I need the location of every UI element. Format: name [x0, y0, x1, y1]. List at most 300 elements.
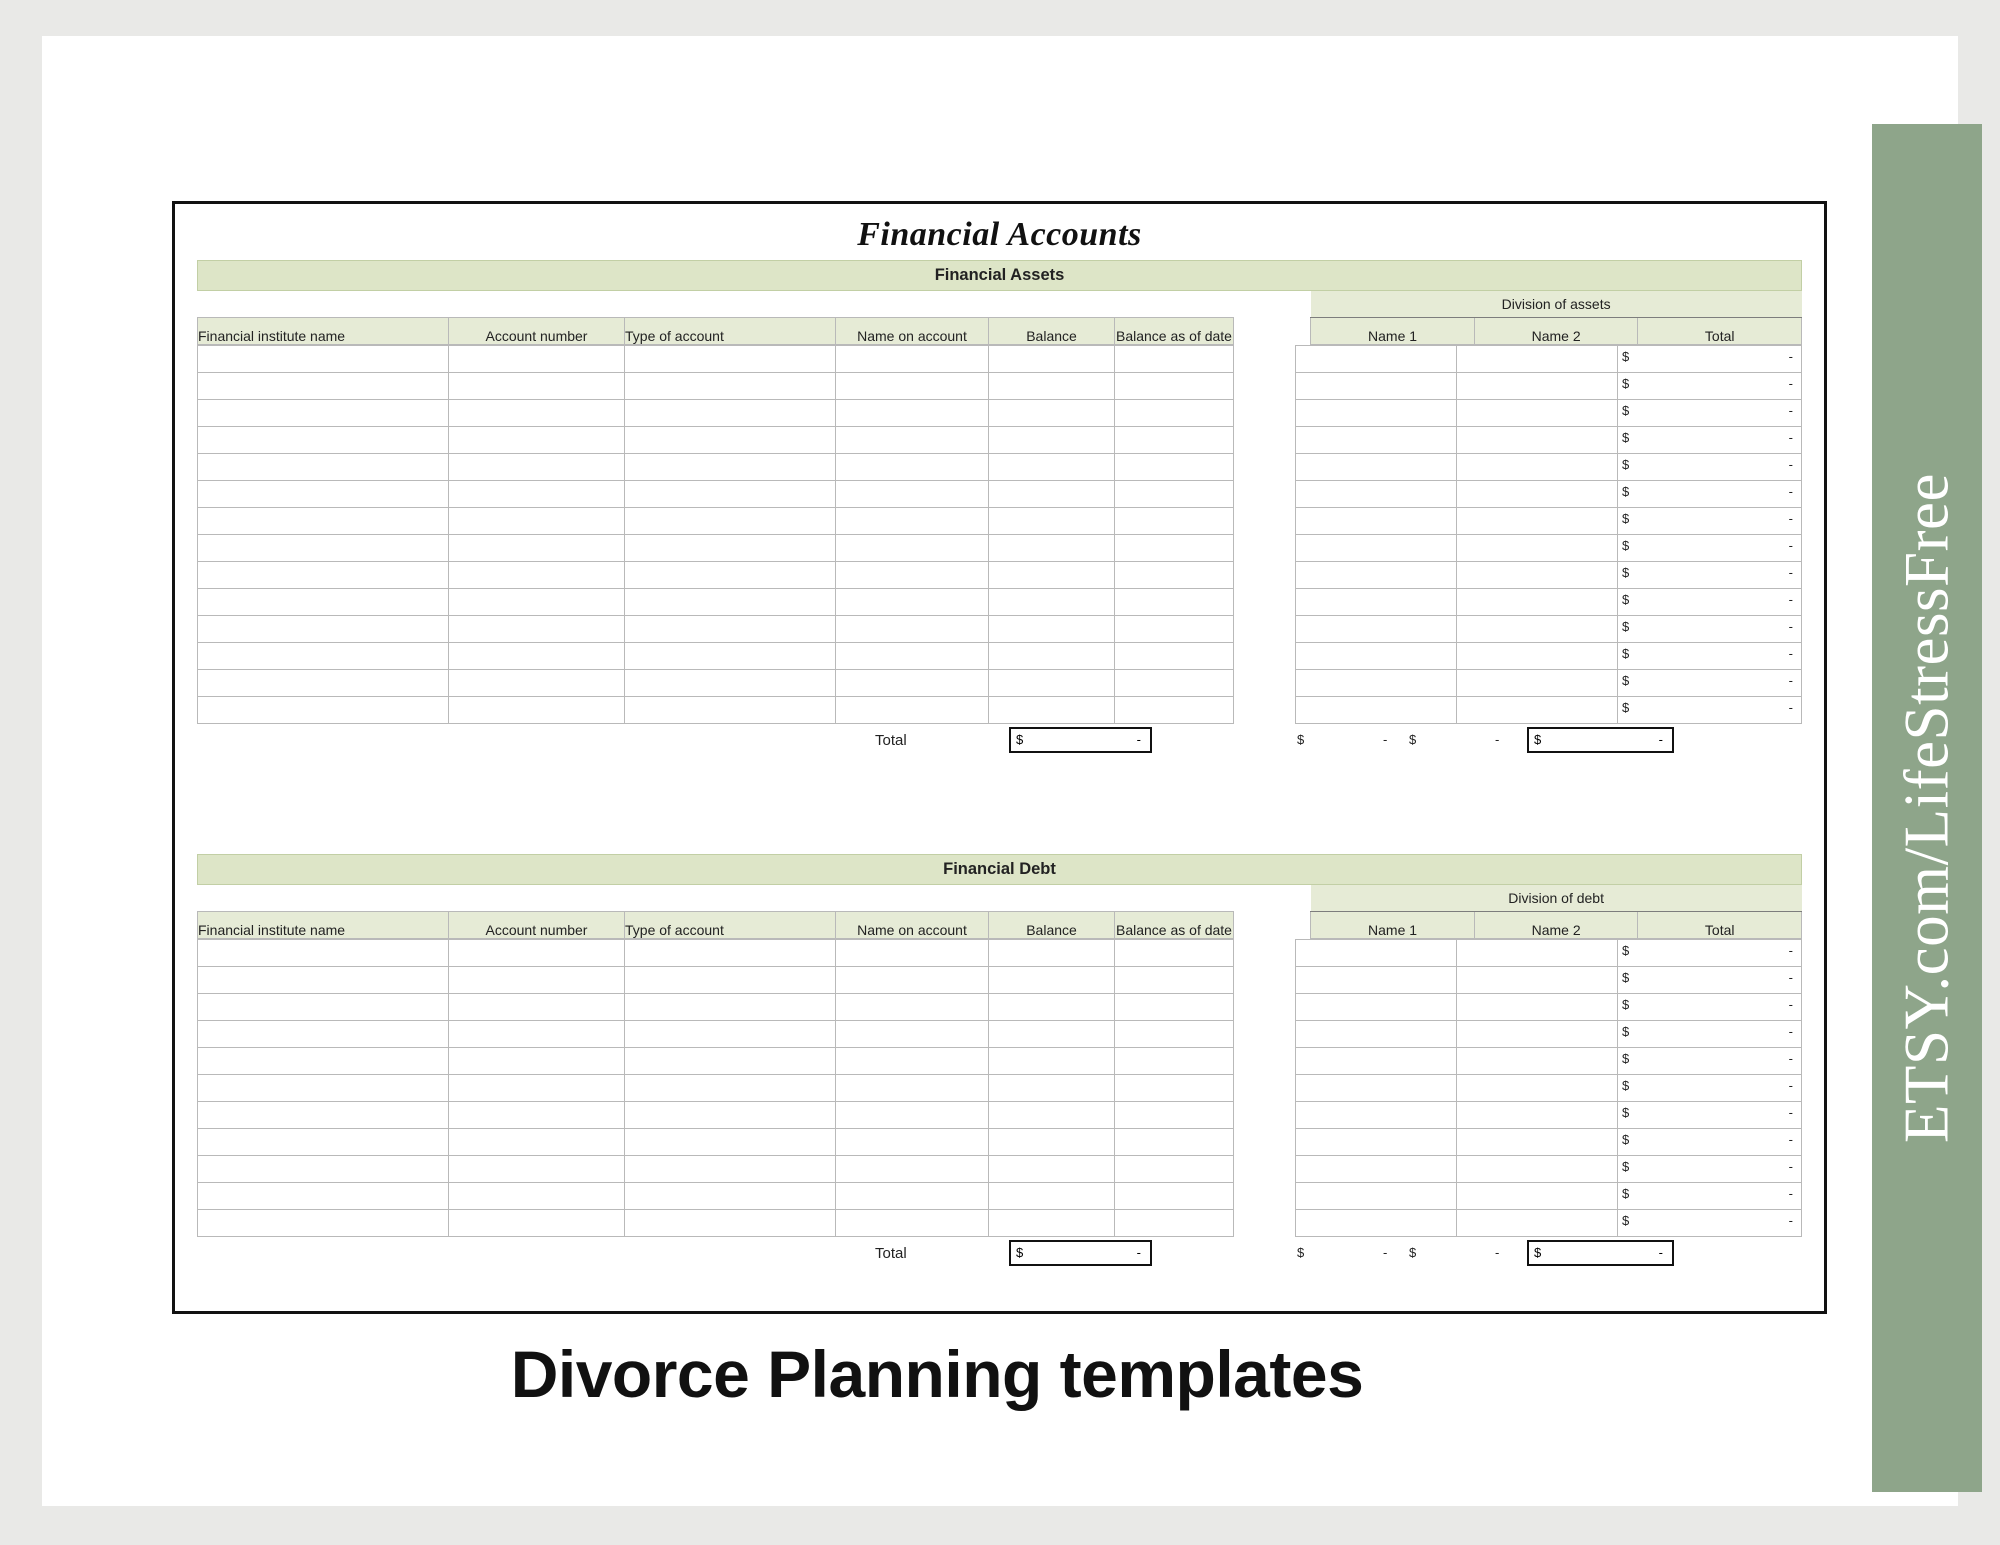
cell[interactable] — [836, 454, 989, 481]
cell-total[interactable] — [1618, 1048, 1802, 1075]
cell[interactable] — [836, 616, 989, 643]
cell[interactable] — [198, 589, 449, 616]
cell[interactable] — [449, 1021, 625, 1048]
cell[interactable] — [198, 562, 449, 589]
table-row[interactable] — [198, 616, 1234, 643]
table-row[interactable] — [198, 697, 1234, 724]
cell[interactable] — [198, 967, 449, 994]
cell[interactable] — [198, 1021, 449, 1048]
cell-total[interactable] — [1618, 508, 1802, 535]
cell-total[interactable] — [1618, 346, 1802, 373]
cell-total[interactable] — [1618, 481, 1802, 508]
cell-name-2[interactable] — [1457, 508, 1618, 535]
cell[interactable] — [625, 400, 836, 427]
zero-mark: - — [1788, 1159, 1793, 1174]
cell[interactable] — [1115, 508, 1234, 535]
cell[interactable] — [989, 643, 1115, 670]
cell[interactable] — [836, 562, 989, 589]
table-row[interactable] — [1296, 940, 1802, 967]
assets-grand-total-symbol: $ — [1534, 732, 1542, 747]
table-row[interactable] — [1296, 508, 1802, 535]
debt-total-balance-box[interactable] — [1009, 1240, 1152, 1266]
cell-total[interactable] — [1618, 1129, 1802, 1156]
cell[interactable] — [836, 400, 989, 427]
cell[interactable] — [625, 427, 836, 454]
cell[interactable] — [449, 1129, 625, 1156]
table-row[interactable] — [198, 589, 1234, 616]
table-row[interactable] — [1296, 616, 1802, 643]
assets-grand-total-box[interactable] — [1527, 727, 1674, 753]
cell[interactable] — [989, 508, 1115, 535]
table-row[interactable] — [1296, 670, 1802, 697]
cell-total[interactable] — [1618, 535, 1802, 562]
cell[interactable] — [1115, 967, 1234, 994]
cell[interactable] — [625, 940, 836, 967]
cell[interactable] — [1115, 481, 1234, 508]
table-row[interactable] — [1296, 400, 1802, 427]
cell-name-2[interactable] — [1457, 346, 1618, 373]
table-row[interactable] — [1296, 346, 1802, 373]
cell[interactable] — [625, 1048, 836, 1075]
assets-right-body-table[interactable] — [1295, 345, 1802, 724]
cell[interactable] — [989, 616, 1115, 643]
cell[interactable] — [1115, 346, 1234, 373]
cell-name-2[interactable] — [1457, 1183, 1618, 1210]
cell[interactable] — [989, 1048, 1115, 1075]
cell[interactable] — [989, 1210, 1115, 1237]
cell-total[interactable] — [1618, 562, 1802, 589]
cell[interactable] — [836, 346, 989, 373]
table-row[interactable] — [1296, 562, 1802, 589]
table-row[interactable] — [198, 508, 1234, 535]
table-row[interactable] — [1296, 427, 1802, 454]
table-row[interactable] — [1296, 643, 1802, 670]
cell-name-2[interactable] — [1457, 994, 1618, 1021]
cell-name-2[interactable] — [1457, 1075, 1618, 1102]
cell-total[interactable] — [1618, 373, 1802, 400]
cell-total[interactable] — [1618, 1075, 1802, 1102]
cell-name-1[interactable] — [1296, 454, 1457, 481]
cell[interactable] — [1115, 427, 1234, 454]
cell[interactable] — [198, 427, 449, 454]
cell[interactable] — [449, 481, 625, 508]
cell-name-2[interactable] — [1457, 967, 1618, 994]
cell-name-1[interactable] — [1296, 1183, 1457, 1210]
cell-name-1[interactable] — [1296, 1048, 1457, 1075]
cell-name-1[interactable] — [1296, 562, 1457, 589]
cell[interactable] — [625, 1129, 836, 1156]
debt-total-name1-value: - — [1383, 1245, 1388, 1260]
cell[interactable] — [198, 346, 449, 373]
header-name-2: Name 2 — [1474, 318, 1638, 345]
cell[interactable] — [1115, 400, 1234, 427]
cell[interactable] — [449, 454, 625, 481]
cell[interactable] — [449, 508, 625, 535]
cell[interactable] — [198, 1075, 449, 1102]
cell[interactable] — [1115, 1129, 1234, 1156]
cell[interactable] — [449, 346, 625, 373]
cell-name-1[interactable] — [1296, 697, 1457, 724]
cell[interactable] — [198, 481, 449, 508]
cell[interactable] — [989, 562, 1115, 589]
cell[interactable] — [989, 670, 1115, 697]
cell[interactable] — [625, 1210, 836, 1237]
table-row[interactable] — [198, 1156, 1234, 1183]
cell-total[interactable] — [1618, 697, 1802, 724]
cell-name-1[interactable] — [1296, 1129, 1457, 1156]
cell[interactable] — [836, 535, 989, 562]
cell-name-1[interactable] — [1296, 373, 1457, 400]
cell-name-2[interactable] — [1457, 454, 1618, 481]
table-row[interactable] — [1296, 1048, 1802, 1075]
table-row[interactable] — [198, 967, 1234, 994]
cell-total[interactable] — [1618, 1102, 1802, 1129]
cell[interactable] — [989, 1075, 1115, 1102]
cell-name-1[interactable] — [1296, 508, 1457, 535]
cell[interactable] — [836, 1156, 989, 1183]
cell[interactable] — [198, 1048, 449, 1075]
cell[interactable] — [449, 427, 625, 454]
cell-total[interactable] — [1618, 427, 1802, 454]
cell[interactable] — [198, 697, 449, 724]
table-row[interactable] — [1296, 481, 1802, 508]
cell[interactable] — [989, 427, 1115, 454]
cell-name-1[interactable] — [1296, 643, 1457, 670]
cell-total[interactable] — [1618, 967, 1802, 994]
cell-name-1[interactable] — [1296, 481, 1457, 508]
table-row[interactable] — [198, 670, 1234, 697]
debt-left-body-table[interactable] — [197, 939, 1234, 1237]
cell[interactable] — [1115, 643, 1234, 670]
table-row[interactable] — [198, 1183, 1234, 1210]
cell-name-2[interactable] — [1457, 1102, 1618, 1129]
cell[interactable] — [198, 1156, 449, 1183]
cell-name-2[interactable] — [1457, 940, 1618, 967]
cell[interactable] — [836, 967, 989, 994]
cell[interactable] — [198, 994, 449, 1021]
cell-name-1[interactable] — [1296, 1102, 1457, 1129]
cell-name-2[interactable] — [1457, 589, 1618, 616]
cell[interactable] — [449, 1048, 625, 1075]
table-row[interactable] — [1296, 1129, 1802, 1156]
table-row[interactable] — [1296, 373, 1802, 400]
cell[interactable] — [449, 1183, 625, 1210]
table-row[interactable] — [198, 1048, 1234, 1075]
cell-name-1[interactable] — [1296, 535, 1457, 562]
cell-name-1[interactable] — [1296, 346, 1457, 373]
cell[interactable] — [1115, 1075, 1234, 1102]
cell[interactable] — [836, 589, 989, 616]
cell[interactable] — [1115, 940, 1234, 967]
cell-name-1[interactable] — [1296, 670, 1457, 697]
table-row[interactable] — [198, 427, 1234, 454]
table-row[interactable] — [198, 373, 1234, 400]
cell[interactable] — [625, 535, 836, 562]
cell-name-2[interactable] — [1457, 562, 1618, 589]
cell[interactable] — [198, 643, 449, 670]
cell[interactable] — [989, 1102, 1115, 1129]
cell[interactable] — [989, 346, 1115, 373]
cell[interactable] — [198, 670, 449, 697]
zero-mark: - — [1788, 592, 1793, 607]
cell[interactable] — [836, 697, 989, 724]
zero-mark: - — [1788, 1132, 1793, 1147]
assets-left-body-table[interactable] — [197, 345, 1234, 724]
cell[interactable] — [198, 508, 449, 535]
table-row[interactable] — [1296, 994, 1802, 1021]
cell[interactable] — [989, 1021, 1115, 1048]
cell[interactable] — [625, 967, 836, 994]
cell-name-2[interactable] — [1457, 535, 1618, 562]
cell-total[interactable] — [1618, 400, 1802, 427]
cell[interactable] — [989, 373, 1115, 400]
cell[interactable] — [836, 1183, 989, 1210]
cell[interactable] — [449, 697, 625, 724]
cell-total[interactable] — [1618, 589, 1802, 616]
cell-total[interactable] — [1618, 1021, 1802, 1048]
cell[interactable] — [625, 1102, 836, 1129]
table-row[interactable] — [198, 940, 1234, 967]
cell-name-2[interactable] — [1457, 1048, 1618, 1075]
cell[interactable] — [449, 400, 625, 427]
cell-total[interactable] — [1618, 994, 1802, 1021]
table-row[interactable] — [1296, 1102, 1802, 1129]
table-row[interactable] — [1296, 1210, 1802, 1237]
currency-symbol: $ — [1622, 457, 1630, 472]
cell[interactable] — [198, 373, 449, 400]
zero-mark: - — [1788, 1186, 1793, 1201]
cell[interactable] — [625, 697, 836, 724]
cell[interactable] — [449, 373, 625, 400]
cell-name-1[interactable] — [1296, 1210, 1457, 1237]
cell[interactable] — [989, 1183, 1115, 1210]
zero-mark: - — [1788, 484, 1793, 499]
cell[interactable] — [836, 1021, 989, 1048]
cell-name-1[interactable] — [1296, 967, 1457, 994]
cell[interactable] — [1115, 1210, 1234, 1237]
cell[interactable] — [625, 346, 836, 373]
cell[interactable] — [836, 508, 989, 535]
table-row[interactable] — [198, 562, 1234, 589]
cell[interactable] — [836, 670, 989, 697]
table-row[interactable] — [1296, 1021, 1802, 1048]
cell-name-1[interactable] — [1296, 400, 1457, 427]
cell[interactable] — [836, 373, 989, 400]
header-balance: Balance — [989, 912, 1115, 939]
cell[interactable] — [1115, 1183, 1234, 1210]
cell[interactable] — [198, 1129, 449, 1156]
cell[interactable] — [625, 1156, 836, 1183]
table-row[interactable] — [198, 1075, 1234, 1102]
cell[interactable] — [449, 616, 625, 643]
table-row[interactable] — [1296, 1183, 1802, 1210]
assets-total-balance-box[interactable] — [1009, 727, 1152, 753]
cell[interactable] — [989, 454, 1115, 481]
cell-total[interactable] — [1618, 670, 1802, 697]
table-row[interactable] — [198, 1129, 1234, 1156]
zero-mark: - — [1788, 1051, 1793, 1066]
cell[interactable] — [625, 481, 836, 508]
table-row[interactable] — [198, 535, 1234, 562]
cell[interactable] — [989, 1156, 1115, 1183]
cell-name-1[interactable] — [1296, 427, 1457, 454]
cell[interactable] — [198, 400, 449, 427]
cell[interactable] — [449, 643, 625, 670]
cell[interactable] — [989, 940, 1115, 967]
cell[interactable] — [1115, 562, 1234, 589]
table-row[interactable] — [1296, 697, 1802, 724]
cell[interactable] — [449, 1210, 625, 1237]
cell[interactable] — [989, 535, 1115, 562]
cell-name-1[interactable] — [1296, 1156, 1457, 1183]
cell-name-2[interactable] — [1457, 1156, 1618, 1183]
cell[interactable] — [625, 643, 836, 670]
table-row[interactable] — [1296, 1156, 1802, 1183]
cell[interactable] — [1115, 1048, 1234, 1075]
cell[interactable] — [625, 1183, 836, 1210]
table-row[interactable] — [198, 1102, 1234, 1129]
cell[interactable] — [989, 481, 1115, 508]
cell-name-2[interactable] — [1457, 1210, 1618, 1237]
cell-total[interactable] — [1618, 1183, 1802, 1210]
cell[interactable] — [198, 1102, 449, 1129]
cell-name-2[interactable] — [1457, 616, 1618, 643]
cell-name-1[interactable] — [1296, 1075, 1457, 1102]
cell[interactable] — [449, 940, 625, 967]
table-row[interactable] — [1296, 535, 1802, 562]
debt-grand-total-value: - — [1658, 1245, 1663, 1260]
cell[interactable] — [1115, 670, 1234, 697]
table-row[interactable] — [198, 481, 1234, 508]
currency-symbol: $ — [1622, 700, 1630, 715]
cell[interactable] — [198, 1210, 449, 1237]
cell[interactable] — [989, 697, 1115, 724]
cell-name-1[interactable] — [1296, 940, 1457, 967]
cell[interactable] — [625, 589, 836, 616]
cell[interactable] — [198, 535, 449, 562]
cell[interactable] — [836, 1102, 989, 1129]
cell[interactable] — [836, 427, 989, 454]
debt-grand-total-box[interactable] — [1527, 1240, 1674, 1266]
cell-name-2[interactable] — [1457, 643, 1618, 670]
cell[interactable] — [449, 562, 625, 589]
cell[interactable] — [625, 508, 836, 535]
cell[interactable] — [1115, 373, 1234, 400]
cell-name-2[interactable] — [1457, 1021, 1618, 1048]
cell[interactable] — [449, 1156, 625, 1183]
cell[interactable] — [1115, 454, 1234, 481]
cell[interactable] — [449, 1102, 625, 1129]
cell[interactable] — [198, 454, 449, 481]
cell-name-2[interactable] — [1457, 427, 1618, 454]
cell-name-1[interactable] — [1296, 616, 1457, 643]
cell[interactable] — [836, 1129, 989, 1156]
cell-name-2[interactable] — [1457, 697, 1618, 724]
cell[interactable] — [625, 1075, 836, 1102]
cell[interactable] — [836, 1210, 989, 1237]
cell[interactable] — [1115, 697, 1234, 724]
cell[interactable] — [1115, 1021, 1234, 1048]
cell[interactable] — [836, 1075, 989, 1102]
cell-total[interactable] — [1618, 940, 1802, 967]
table-row[interactable] — [1296, 1075, 1802, 1102]
cell[interactable] — [449, 535, 625, 562]
cell[interactable] — [836, 1048, 989, 1075]
cell-name-2[interactable] — [1457, 481, 1618, 508]
table-row[interactable] — [198, 1210, 1234, 1237]
cell-name-1[interactable] — [1296, 994, 1457, 1021]
cell-name-1[interactable] — [1296, 1021, 1457, 1048]
table-row[interactable] — [198, 346, 1234, 373]
table-row[interactable] — [198, 994, 1234, 1021]
table-row[interactable] — [198, 643, 1234, 670]
table-row[interactable] — [1296, 967, 1802, 994]
cell[interactable] — [625, 670, 836, 697]
cell-total[interactable] — [1618, 454, 1802, 481]
cell[interactable] — [625, 616, 836, 643]
cell[interactable] — [198, 940, 449, 967]
table-row[interactable] — [198, 400, 1234, 427]
table-row[interactable] — [1296, 589, 1802, 616]
currency-symbol: $ — [1622, 430, 1630, 445]
cell-total[interactable] — [1618, 616, 1802, 643]
cell[interactable] — [989, 400, 1115, 427]
cell[interactable] — [989, 1129, 1115, 1156]
table-row[interactable] — [198, 1021, 1234, 1048]
cell[interactable] — [625, 454, 836, 481]
cell-total[interactable] — [1618, 1210, 1802, 1237]
cell-name-2[interactable] — [1457, 670, 1618, 697]
cell[interactable] — [1115, 535, 1234, 562]
header-account-number: Account number — [449, 912, 625, 939]
cell[interactable] — [449, 1075, 625, 1102]
cell[interactable] — [449, 994, 625, 1021]
cell[interactable] — [1115, 616, 1234, 643]
table-row[interactable] — [1296, 454, 1802, 481]
cell[interactable] — [625, 562, 836, 589]
debt-right-body-table[interactable] — [1295, 939, 1802, 1237]
table-row[interactable] — [198, 454, 1234, 481]
cell-total[interactable] — [1618, 1156, 1802, 1183]
cell-name-2[interactable] — [1457, 373, 1618, 400]
cell[interactable] — [625, 994, 836, 1021]
cell[interactable] — [198, 616, 449, 643]
cell[interactable] — [449, 670, 625, 697]
cell-name-2[interactable] — [1457, 400, 1618, 427]
cell[interactable] — [836, 481, 989, 508]
cell[interactable] — [198, 1183, 449, 1210]
cell[interactable] — [449, 589, 625, 616]
cell[interactable] — [625, 1021, 836, 1048]
cell[interactable] — [989, 994, 1115, 1021]
cell[interactable] — [989, 589, 1115, 616]
cell[interactable] — [1115, 1156, 1234, 1183]
cell[interactable] — [989, 967, 1115, 994]
cell[interactable] — [1115, 994, 1234, 1021]
zero-mark: - — [1788, 1024, 1793, 1039]
cell[interactable] — [836, 643, 989, 670]
cell[interactable] — [836, 994, 989, 1021]
cell[interactable] — [1115, 589, 1234, 616]
cell-name-1[interactable] — [1296, 589, 1457, 616]
cell[interactable] — [1115, 1102, 1234, 1129]
cell[interactable] — [449, 967, 625, 994]
assets-header-row — [197, 291, 1802, 345]
cell-name-2[interactable] — [1457, 1129, 1618, 1156]
cell-total[interactable] — [1618, 643, 1802, 670]
cell[interactable] — [836, 940, 989, 967]
cell[interactable] — [625, 373, 836, 400]
